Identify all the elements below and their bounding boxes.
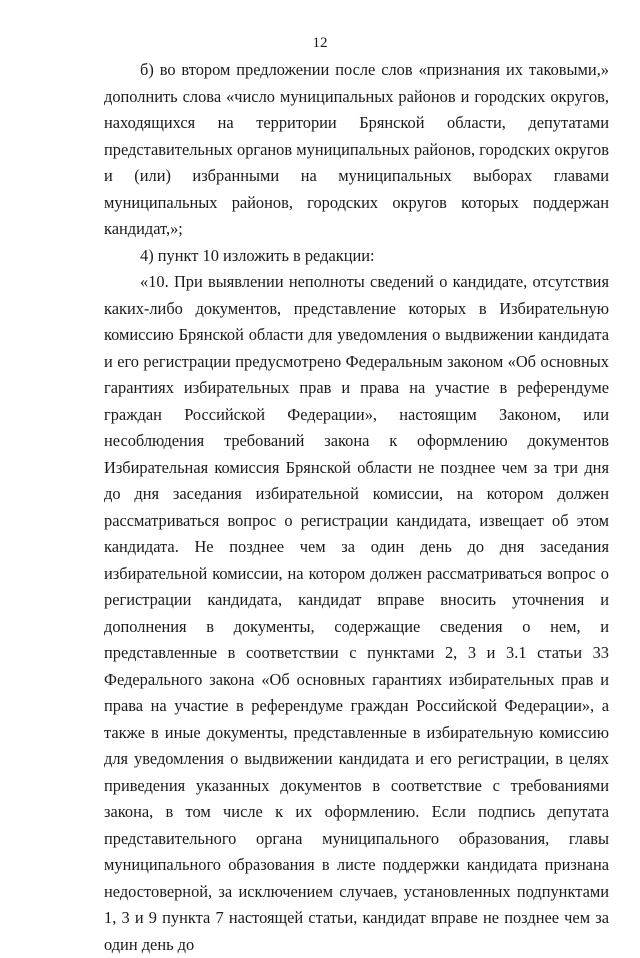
page-number: 12	[312, 35, 328, 51]
document-body	[104, 57, 609, 958]
paragraph-b-amendment: б) во втором предложении после слов «признания их таковыми,» дополнить слова «число муниципальных районов и городских округов, находящихся на территории Брянской области, депутатами представительных органов муниципальных районов, городских округов и (или) избранными на муниципальных выборах главами муниципальных районов, городских округов которых поддержан кандидат,»;	[104, 60, 609, 238]
paragraph-clause-10: «10. При выявлении неполноты сведений о кандидате, отсутствия каких-либо документов, представление которых в Избирательную комиссию Брянской области для уведомления о выдвижении кандидата и его регистрации предусмотрено Федеральным законом «Об основных гарантиях избирательных прав и права на участие в референдуме граждан Российской Федерации», настоящим Законом, или несоблюдения требований закона к оформлению документов Избирательная комиссия Брянской области не позднее чем за три дня до дня заседания избирательной комиссии, на котором должен рассматриваться вопрос о регистрации кандидата, извещает об этом кандидата. Не позднее чем за один день до дня заседания избирательной комиссии, на котором должен рассматриваться вопрос о регистрации кандидата, кандидат вправе вносить уточнения и дополнения в документы, содержащие сведения о нем, и представленные в соответствии с пунктами 2, 3 и 3.1 статьи 33 Федерального закона «Об основных гарантиях избирательных прав и права на участие в референдуме граждан Российской Федерации», а также в иные документы, представленные в избирательную комиссию для уведомления о выдвижении кандидата и его регистрации, в целях приведения указанных документов в соответствие с требованиями закона, в том числе к их оформлению. Если подпись депутата представительного органа муниципального образования, главы муниципального образования в листе поддержки кандидата признана недостоверной, за исключением случаев, установленных подпунктами 1, 3 и 9 пункта 7 настоящей статьи, кандидат вправе не позднее чем за один день до	[104, 272, 609, 954]
paragraph-item-4: 4) пункт 10 изложить в редакции:	[140, 245, 375, 265]
